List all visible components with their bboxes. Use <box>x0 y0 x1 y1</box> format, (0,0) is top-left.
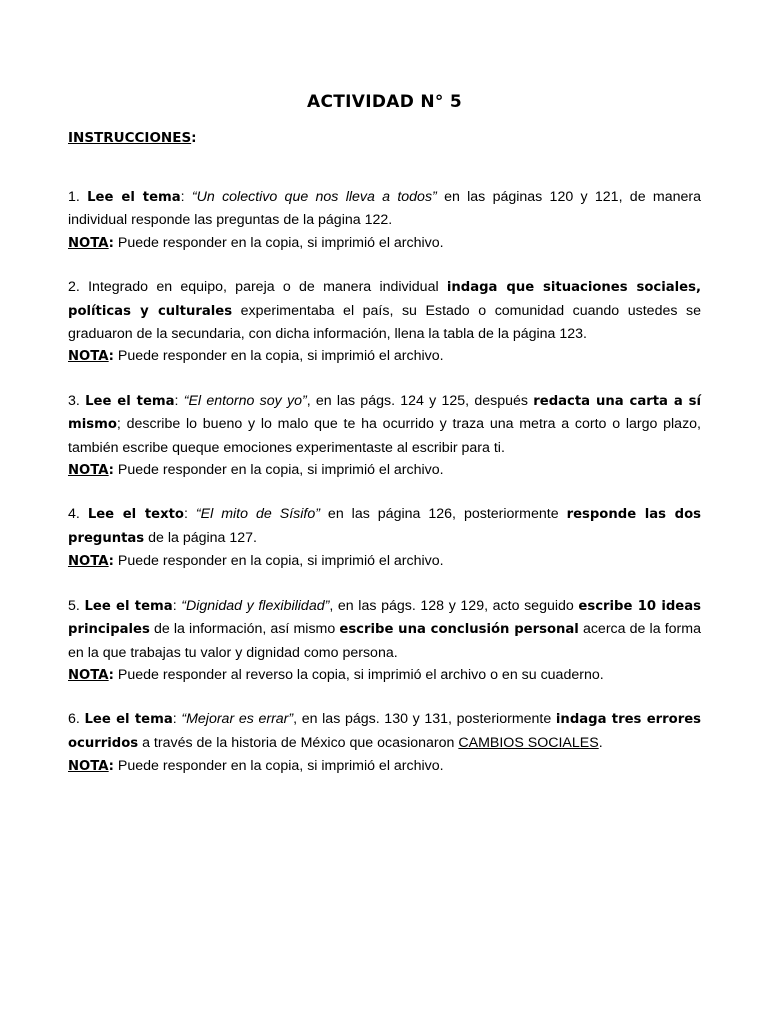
activity-item-4 <box>68 503 701 573</box>
item-bold: redacta una carta a sí mismo <box>68 393 701 433</box>
item-text: a través de la historia de México que ocasionaron <box>138 734 459 751</box>
activity-item-1 <box>68 186 701 255</box>
item-text: Integrado en equipo, pareja o de manera individual <box>79 279 447 296</box>
nota-text: Puede responder en la copia, si imprimió el archivo. <box>113 758 444 775</box>
item-lead: Lee el tema <box>84 598 173 614</box>
item-text: en las página 126, posteriormente <box>319 506 567 523</box>
item-colon: : <box>183 506 188 523</box>
item-bold: indaga tres errores ocurridos <box>68 712 701 751</box>
nota-colon: : <box>108 349 114 365</box>
item-number: 2. <box>68 279 80 296</box>
nota-label: NOTA <box>68 667 109 683</box>
item-lead: Lee el tema <box>87 190 181 205</box>
nota-colon: : <box>108 235 114 251</box>
instructions-heading <box>68 130 701 146</box>
nota-label: NOTA <box>68 349 109 365</box>
nota-line <box>68 345 701 368</box>
item-text: experimentaba el país, su Estado o comunidad cuando ustedes se graduaron de la secundaria, con dicha información, llena la tabla de la página 123. <box>68 302 701 343</box>
instructions-colon: : <box>191 130 197 146</box>
item-text: de la información, así mismo <box>149 621 340 638</box>
item-colon: : <box>180 189 185 205</box>
item-quote: “Dignidad y flexibilidad” <box>181 597 330 614</box>
nota-text: Puede responder al reverso la copia, si imprimió el archivo o en su cuaderno. <box>113 666 604 683</box>
item-number: 4. <box>68 506 80 523</box>
nota-colon: : <box>108 463 114 479</box>
item-number: 5. <box>68 597 80 614</box>
item-lead: Lee el texto <box>87 507 184 523</box>
nota-line <box>68 664 701 687</box>
nota-colon: : <box>108 554 114 570</box>
item-quote: “El entorno soy yo” <box>183 392 307 409</box>
activity-item-3 <box>68 390 701 483</box>
nota-label: NOTA <box>68 554 109 570</box>
item-text: , en las págs. 124 y 125, después <box>306 392 534 409</box>
item-text: en las páginas 120 y 121, de manera individual responde las preguntas de la página 122. <box>68 189 701 229</box>
nota-colon: : <box>108 667 114 683</box>
item-text: , en las págs. 128 y 129, acto seguido <box>329 597 579 614</box>
nota-line <box>68 459 701 482</box>
item-number: 1. <box>68 189 80 205</box>
item-bold: escribe una conclusión personal <box>339 622 579 638</box>
nota-text: Puede responder en la copia, si imprimió el archivo. <box>113 553 444 570</box>
item-text: , en las págs. 130 y 131, posteriormente <box>293 711 556 728</box>
item-colon: : <box>172 711 177 728</box>
item-colon: : <box>172 597 177 614</box>
nota-line <box>68 755 701 778</box>
item-colon: : <box>174 392 179 409</box>
item-text: . <box>598 734 603 751</box>
instructions-label: INSTRUCCIONES <box>68 130 192 146</box>
nota-text: Puede responder en la copia, si imprimió el archivo. <box>113 462 444 479</box>
item-number: 6. <box>68 711 80 728</box>
item-quote: “Mejorar es errar” <box>181 711 294 728</box>
item-lead: Lee el tema <box>84 712 173 728</box>
activity-item-5 <box>68 595 701 688</box>
item-bold: escribe 10 ideas principales <box>68 598 701 638</box>
activity-item-6 <box>68 708 701 778</box>
nota-label: NOTA <box>68 759 109 775</box>
nota-colon: : <box>108 759 114 775</box>
item-lead: Lee el tema <box>85 393 175 409</box>
item-text: acerca de la forma en la que trabajas tu valor y dignidad como persona. <box>68 621 701 661</box>
nota-label: NOTA <box>68 463 109 479</box>
nota-line <box>68 550 701 573</box>
page-title: ACTIVIDAD N° 5 <box>306 92 462 112</box>
nota-text: Puede responder en la copia, si imprimió el archivo. <box>113 348 444 365</box>
document-page <box>68 92 701 800</box>
item-number: 3. <box>68 392 80 409</box>
item-underline: CAMBIOS SOCIALES <box>458 734 599 751</box>
nota-label: NOTA <box>68 235 109 251</box>
item-text: de la página 127. <box>144 529 257 546</box>
item-quote: “Un colectivo que nos lleva a todos” <box>191 189 437 205</box>
nota-line <box>68 232 701 255</box>
nota-text: Puede responder en la copia, si imprimió el archivo. <box>113 234 444 251</box>
item-quote: “El mito de Sísifo” <box>195 506 320 523</box>
item-bold: indaga que situaciones sociales, políticas y culturales <box>68 280 701 319</box>
item-bold: responde las dos preguntas <box>68 507 701 546</box>
item-text: ; describe lo bueno y lo malo que te ha ocurrido y traza una metra a corto o largo plazo, también escribe queque emociones experimentaste al escribir para ti. <box>68 416 701 456</box>
activity-item-2 <box>68 276 701 369</box>
